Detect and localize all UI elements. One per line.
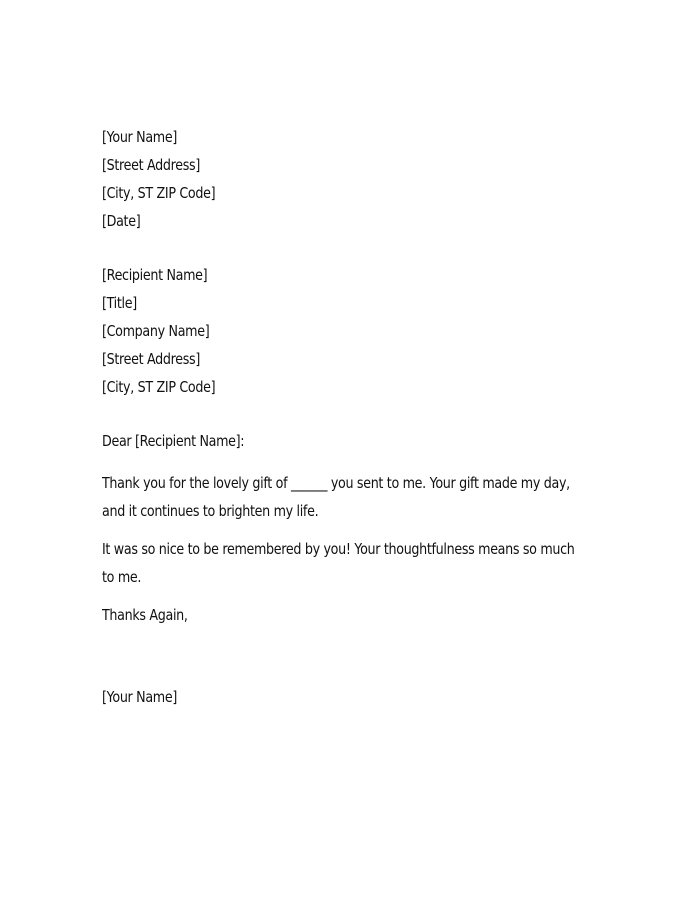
salutation: Dear [Recipient Name]: <box>102 432 245 450</box>
recipient-street-address: [Street Address] <box>102 350 200 368</box>
letter-date: [Date] <box>102 212 141 230</box>
letter-body <box>102 123 575 711</box>
sender-name: [Your Name] <box>102 128 177 146</box>
recipient-title: [Title] <box>102 294 137 312</box>
recipient-address-block <box>102 261 504 401</box>
recipient-name: [Recipient Name] <box>102 266 208 284</box>
recipient-company-name: [Company Name] <box>102 322 210 340</box>
recipient-city-state-zip: [City, ST ZIP Code] <box>102 378 216 396</box>
sender-street-address: [Street Address] <box>102 156 200 174</box>
body-paragraph-1: Thank you for the lovely gift of ______ you sent to me. Your gift made my day, and it continues to brighten my life. <box>102 474 570 520</box>
signature-name: [Your Name] <box>102 688 177 706</box>
closing: Thanks Again, <box>102 606 188 624</box>
body-paragraph-2: It was so nice to be remembered by you! Your thoughtfulness means so much to me. <box>102 540 575 586</box>
sender-address-block <box>102 123 504 235</box>
sender-city-state-zip: [City, ST ZIP Code] <box>102 184 216 202</box>
